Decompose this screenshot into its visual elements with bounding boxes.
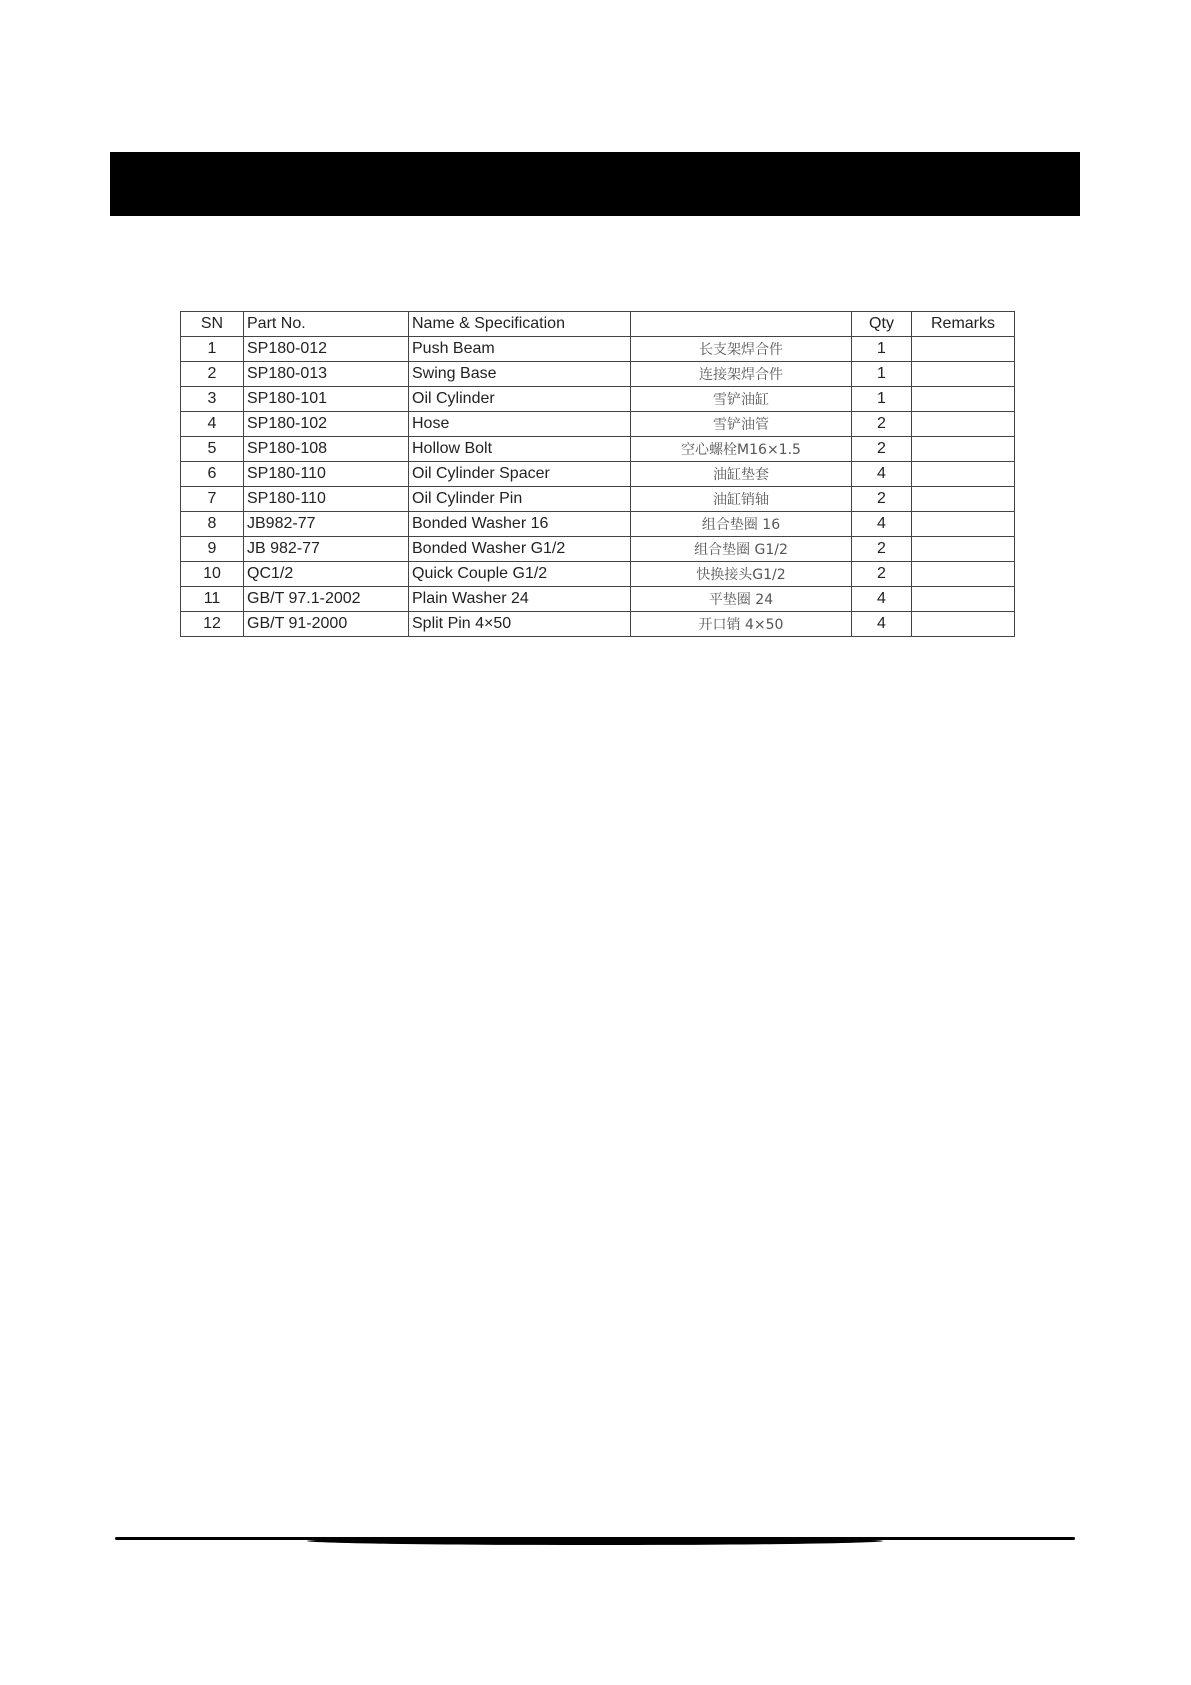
cell-part-no: SP180-110 (244, 487, 409, 512)
cell-part-no: SP180-108 (244, 437, 409, 462)
footer-rule (115, 1537, 1075, 1540)
cell-part-no: SP180-110 (244, 462, 409, 487)
cell-remarks (912, 337, 1015, 362)
cell-qty: 2 (852, 537, 912, 562)
header-name-spec: Name & Specification (409, 312, 631, 337)
cell-qty: 4 (852, 512, 912, 537)
cell-sn: 9 (181, 537, 244, 562)
cell-chinese-name: 长支架焊合件 (631, 337, 852, 362)
table-row (181, 587, 1015, 612)
table-header-row (181, 312, 1015, 337)
cell-chinese-name: 雪铲油管 (631, 412, 852, 437)
cell-name-spec: Bonded Washer G1/2 (409, 537, 631, 562)
cell-remarks (912, 587, 1015, 612)
cell-remarks (912, 387, 1015, 412)
cell-part-no: SP180-102 (244, 412, 409, 437)
cell-qty: 2 (852, 437, 912, 462)
cell-qty: 1 (852, 362, 912, 387)
cell-name-spec: Oil Cylinder (409, 387, 631, 412)
cell-chinese-name: 组合垫圈 16 (631, 512, 852, 537)
cell-name-spec: Hose (409, 412, 631, 437)
cell-part-no: SP180-012 (244, 337, 409, 362)
header-part-no: Part No. (244, 312, 409, 337)
cell-sn: 4 (181, 412, 244, 437)
cell-remarks (912, 412, 1015, 437)
cell-part-no: JB982-77 (244, 512, 409, 537)
cell-chinese-name: 雪铲油缸 (631, 387, 852, 412)
cell-chinese-name: 空心螺栓M16×1.5 (631, 437, 852, 462)
cell-name-spec: Bonded Washer 16 (409, 512, 631, 537)
cell-name-spec: Hollow Bolt (409, 437, 631, 462)
cell-sn: 12 (181, 612, 244, 637)
cell-chinese-name: 连接架焊合件 (631, 362, 852, 387)
cell-qty: 1 (852, 387, 912, 412)
cell-name-spec: Plain Washer 24 (409, 587, 631, 612)
cell-sn: 2 (181, 362, 244, 387)
table-row (181, 612, 1015, 637)
cell-sn: 6 (181, 462, 244, 487)
cell-name-spec: Quick Couple G1/2 (409, 562, 631, 587)
cell-sn: 1 (181, 337, 244, 362)
table-row (181, 337, 1015, 362)
cell-remarks (912, 362, 1015, 387)
cell-remarks (912, 462, 1015, 487)
table-row (181, 512, 1015, 537)
cell-sn: 5 (181, 437, 244, 462)
cell-chinese-name: 油缸销轴 (631, 487, 852, 512)
header-bar (110, 152, 1080, 216)
cell-qty: 4 (852, 462, 912, 487)
cell-remarks (912, 612, 1015, 637)
header-qty: Qty (852, 312, 912, 337)
cell-qty: 4 (852, 612, 912, 637)
table-row (181, 387, 1015, 412)
cell-chinese-name: 组合垫圈 G1/2 (631, 537, 852, 562)
cell-part-no: SP180-013 (244, 362, 409, 387)
cell-name-spec: Push Beam (409, 337, 631, 362)
header-chinese-name (631, 312, 852, 337)
cell-name-spec: Oil Cylinder Spacer (409, 462, 631, 487)
header-remarks: Remarks (912, 312, 1015, 337)
cell-remarks (912, 487, 1015, 512)
cell-name-spec: Split Pin 4×50 (409, 612, 631, 637)
cell-part-no: JB 982-77 (244, 537, 409, 562)
table-row (181, 562, 1015, 587)
cell-part-no: SP180-101 (244, 387, 409, 412)
table-row (181, 412, 1015, 437)
cell-sn: 8 (181, 512, 244, 537)
cell-sn: 3 (181, 387, 244, 412)
parts-list-table (180, 311, 1015, 637)
cell-remarks (912, 537, 1015, 562)
cell-name-spec: Swing Base (409, 362, 631, 387)
cell-part-no: GB/T 91-2000 (244, 612, 409, 637)
cell-remarks (912, 512, 1015, 537)
cell-sn: 7 (181, 487, 244, 512)
cell-sn: 11 (181, 587, 244, 612)
cell-qty: 2 (852, 412, 912, 437)
cell-chinese-name: 油缸垫套 (631, 462, 852, 487)
table-row (181, 437, 1015, 462)
table-row (181, 537, 1015, 562)
cell-part-no: GB/T 97.1-2002 (244, 587, 409, 612)
cell-remarks (912, 562, 1015, 587)
cell-qty: 4 (852, 587, 912, 612)
table-row (181, 462, 1015, 487)
header-sn: SN (181, 312, 244, 337)
cell-name-spec: Oil Cylinder Pin (409, 487, 631, 512)
cell-chinese-name: 快换接头G1/2 (631, 562, 852, 587)
cell-part-no: QC1/2 (244, 562, 409, 587)
cell-chinese-name: 开口销 4×50 (631, 612, 852, 637)
cell-sn: 10 (181, 562, 244, 587)
table-row (181, 487, 1015, 512)
cell-qty: 2 (852, 562, 912, 587)
cell-remarks (912, 437, 1015, 462)
cell-chinese-name: 平垫圈 24 (631, 587, 852, 612)
table-row (181, 362, 1015, 387)
cell-qty: 1 (852, 337, 912, 362)
cell-qty: 2 (852, 487, 912, 512)
